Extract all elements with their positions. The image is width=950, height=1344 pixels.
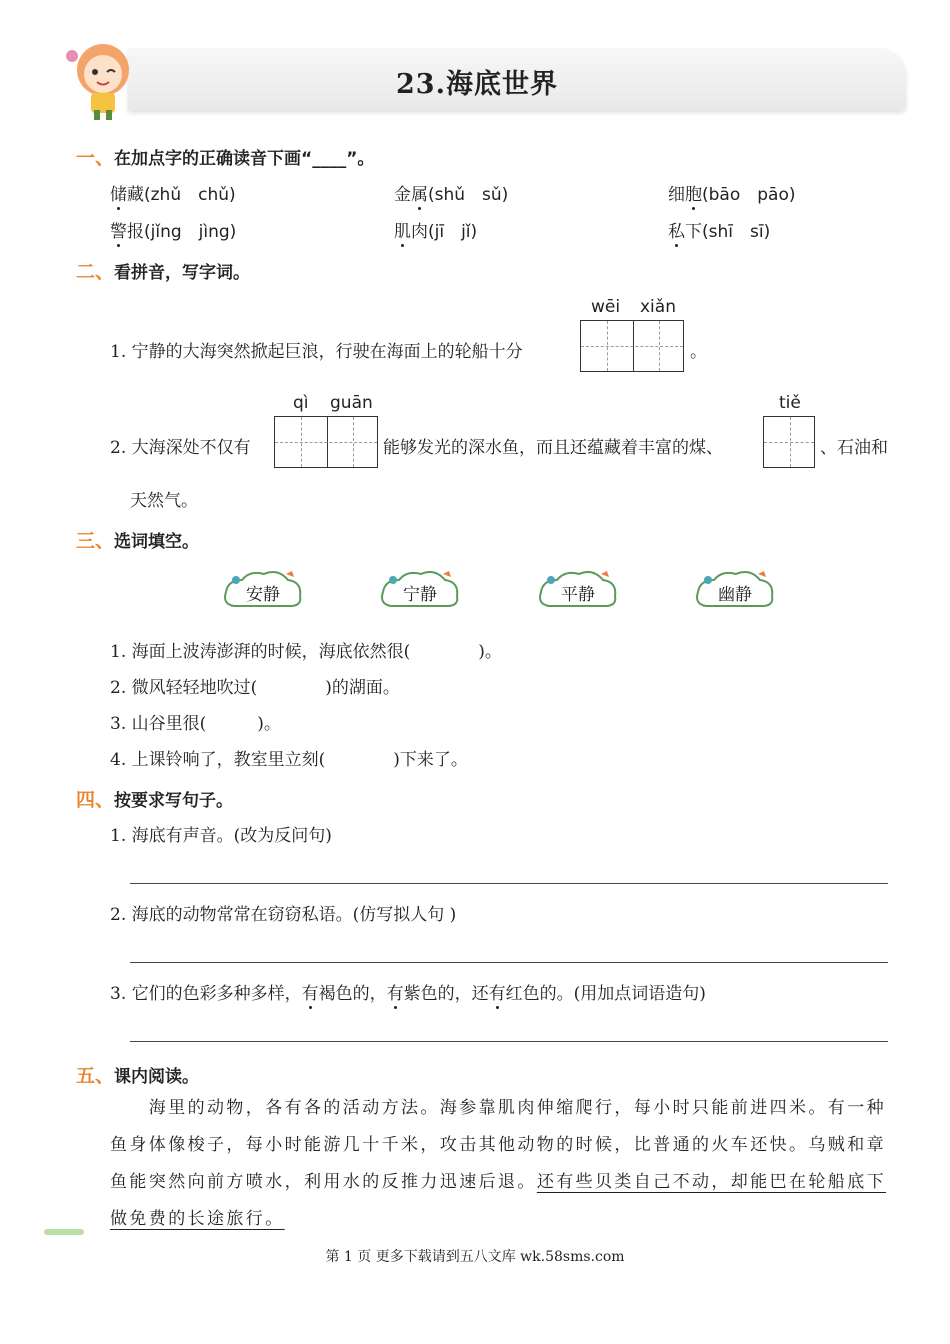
section-text: 按要求写句子。 [114, 791, 234, 811]
char: 金 [394, 185, 411, 205]
word-choice: 宁静 [403, 585, 437, 605]
dotted-char: 肌 [394, 217, 411, 242]
dotted-char: 私 [668, 217, 685, 242]
reading-line: 鱼身体像梭子，每小时能游几十千米，攻击其他动物的时候，比普通的火车还快。乌贼和章 [110, 1135, 886, 1155]
pron-item-1 [110, 180, 236, 205]
section-4-heading [76, 785, 233, 812]
pinyin-question-2-line2: 天然气。 [130, 491, 198, 511]
dotted-char: 储 [110, 180, 127, 205]
section-text: 在加点字的正确读音下画“____”。 [114, 149, 375, 169]
reading-text: 鱼能突然向前方喷水，利用水的反推力迅速后退。 [110, 1172, 537, 1192]
section-number: 二、 [76, 261, 115, 283]
pron-item-5 [394, 217, 477, 242]
pron-item-6 [668, 217, 770, 242]
reading-line [110, 1164, 895, 1201]
section-number: 四、 [76, 789, 115, 811]
reading-passage [110, 1090, 895, 1238]
char: 下 [685, 222, 702, 242]
dotted-char: 胞 [685, 180, 702, 205]
rewrite-question-3 [110, 979, 706, 1004]
section-3-heading [76, 526, 199, 553]
word-cloud-pingjing [535, 570, 621, 614]
section-1-heading [76, 143, 374, 170]
text: 褐色的， [318, 984, 387, 1004]
pinyin-question-2: 2. 大海深处不仅有 [110, 438, 251, 458]
char: 肉 [411, 222, 428, 242]
section-number: 一、 [76, 147, 115, 169]
rewrite-question-1: 1. 海底有声音。(改为反问句) [110, 826, 332, 846]
text: 3. 它们的色彩多种多样， [110, 984, 302, 1004]
pinyin-options: (shǔ sǔ) [428, 185, 509, 205]
dotted-char: 有 [302, 979, 319, 1004]
section-text: 选词填空。 [114, 532, 200, 552]
word-choice: 平静 [561, 585, 595, 605]
text: 紫色的，还 [403, 984, 489, 1004]
page-footer: 第 1 页 更多下载请到五八文库 wk.58sms.com [325, 1249, 625, 1265]
pinyin-options: (jǐng jìng) [144, 222, 237, 242]
answer-line-1[interactable] [130, 883, 888, 884]
section-text: 课内阅读。 [114, 1067, 200, 1087]
page-title: 23.海底世界 [396, 69, 558, 100]
fill-blank-3: 3. 山谷里很( )。 [110, 714, 281, 734]
pinyin-question-2-end: 、石油和 [820, 438, 888, 458]
reading-line [110, 1201, 895, 1238]
pinyin-options: (shī sī) [702, 222, 771, 242]
reading-line: 海里的动物，各有各的活动方法。海参靠肌肉伸缩爬行，每小时只能前进四米。有一种 [110, 1098, 886, 1118]
writing-box-qiguan[interactable] [274, 416, 378, 468]
pinyin-question-2-mid: 能够发光的深水鱼，而且还蕴藏着丰富的煤、 [383, 438, 723, 458]
char: 藏 [127, 185, 144, 205]
pron-item-4 [110, 217, 236, 242]
answer-line-2[interactable] [130, 962, 888, 963]
dotted-char: 有 [387, 979, 404, 1004]
word-cloud-youjing [692, 570, 778, 614]
text: 红色的。(用加点词语造句) [505, 984, 706, 1004]
fill-blank-4: 4. 上课铃响了，教室里立刻( )下来了。 [110, 750, 468, 770]
section-2-heading [76, 257, 250, 284]
pinyin-label: wēi [591, 297, 621, 317]
pinyin-options: (bāo pāo) [702, 185, 796, 205]
pinyin-label: xiǎn [640, 297, 676, 317]
writing-box-weixian[interactable] [580, 320, 684, 372]
char: 细 [668, 185, 685, 205]
dotted-char: 有 [489, 979, 506, 1004]
pron-item-3 [668, 180, 795, 205]
rewrite-question-2: 2. 海底的动物常常在窃窃私语。(仿写拟人句 ) [110, 905, 457, 925]
word-cloud-anjing [220, 570, 306, 614]
fill-blank-1: 1. 海面上波涛澎湃的时候，海底依然很( )。 [110, 642, 502, 662]
section-text: 看拼音，写字词。 [114, 263, 251, 283]
pinyin-label: tiě [779, 393, 801, 413]
pron-item-2 [394, 180, 508, 205]
page-corner-tab [44, 1229, 84, 1235]
answer-line-3[interactable] [130, 1041, 888, 1042]
pinyin-options: (zhǔ chǔ) [144, 185, 236, 205]
dotted-char: 属 [411, 180, 428, 205]
section-5-heading [76, 1061, 199, 1088]
pinyin-label: qì [293, 393, 309, 413]
pinyin-question-1: 1. 宁静的大海突然掀起巨浪，行驶在海面上的轮船十分 [110, 342, 523, 362]
fill-blank-2: 2. 微风轻轻地吹过( )的湖面。 [110, 678, 400, 698]
word-choice: 幽静 [718, 585, 752, 605]
mascot-girl-icon [58, 44, 148, 120]
word-cloud-ningjing [377, 570, 463, 614]
pinyin-label: guān [330, 393, 373, 413]
sentence-end: 。 [690, 342, 707, 362]
underlined-sentence: 还有些贝类自己不动，却能巴在轮船底下 [536, 1172, 887, 1192]
section-number: 三、 [76, 530, 115, 552]
dotted-char: 警 [110, 217, 127, 242]
pinyin-options: (jī jǐ) [428, 222, 478, 242]
section-number: 五、 [76, 1065, 115, 1087]
underlined-sentence: 做免费的长途旅行。 [110, 1209, 285, 1229]
writing-box-tie[interactable] [763, 416, 815, 468]
char: 报 [127, 222, 144, 242]
word-choice: 安静 [246, 585, 280, 605]
